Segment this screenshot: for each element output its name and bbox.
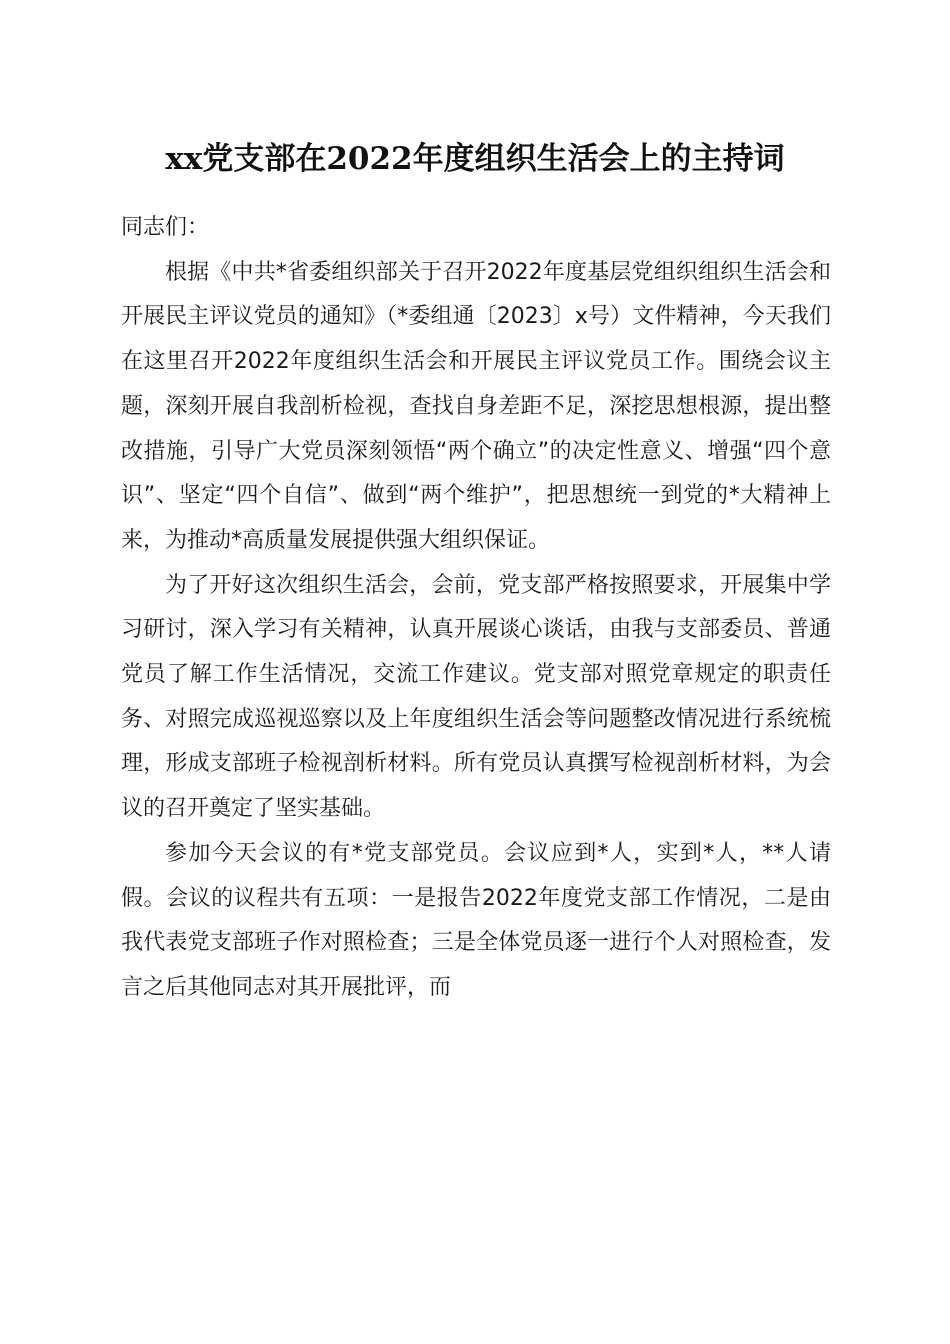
document-title: xx党支部在2022年度组织生活会上的主持词	[165, 141, 785, 177]
paragraph-1: 根据《中共*省委组织部关于召开2022年度基层党组织组织生活会和开展民主评议党员的通知》（*委组通〔2023〕x号）文件精神，今天我们在这里召开2022年度组织生活会和开展民主评议党员工作。围绕会议主题，深刻开展自我剖析检视，查找自身差距不足，深挖思想根源，提出整改措施，引导广大党员深刻领悟“两个确立”的决定性意义、增强“四个意识”、坚定“四个自信”、做到“两个维护”，把思想统一到党的*大精神上来，为推动*高质量发展提供强大组织保证。	[121, 259, 831, 553]
salutation: 同志们：	[121, 215, 210, 240]
document-body	[121, 206, 831, 1011]
paragraph-3: 参加今天会议的有*党支部党员。会议应到*人，实到*人，**人请假。会议的议程共有五项：一是报告2022年度党支部工作情况，二是由我代表党支部班子作对照检查；三是全体党员逐一进行个人对照检查，发言之后其他同志对其开展批评，而	[121, 840, 831, 1000]
paragraph-2: 为了开好这次组织生活会，会前，党支部严格按照要求，开展集中学习研讨，深入学习有关精神，认真开展谈心谈话，由我与支部委员、普通党员了解工作生活情况，交流工作建议。党支部对照党章规定的职责任务、对照完成巡视巡察以及上年度组织生活会等问题整改情况进行系统梳理，形成支部班子检视剖析材料。所有党员认真撰写检视剖析材料，为会议的召开奠定了坚实基础。	[121, 572, 831, 822]
